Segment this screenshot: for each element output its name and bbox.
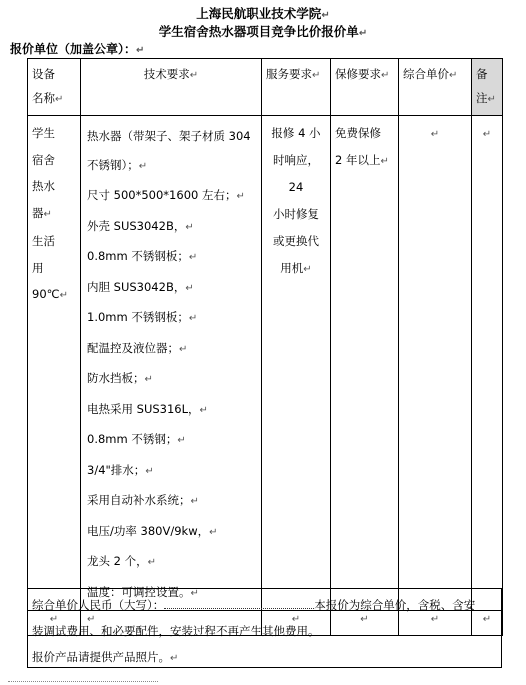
tech-line: 0.8mm 不锈钢板；↵ bbox=[87, 249, 198, 263]
footer-line-photo: 报价产品请提供产品照片。↵ bbox=[32, 650, 179, 664]
header-unit-price: 综合单价↵ bbox=[399, 59, 472, 116]
tech-line: 热水器（带架子、架子材质 304 bbox=[87, 129, 251, 143]
service-requirements-cell: 报修 4 小 时响应，24 小时修复 或更换代 用机↵ bbox=[262, 116, 331, 611]
header-remarks: 备 注↵ bbox=[472, 59, 503, 116]
tech-line: 龙头 2 个，↵ bbox=[87, 554, 157, 568]
quote-table bbox=[27, 58, 503, 636]
bottom-dotted-line bbox=[8, 681, 158, 682]
tech-line: 尺寸 500*500*1600 左右；↵ bbox=[87, 188, 245, 202]
header-service-requirements: 服务要求↵ bbox=[262, 59, 331, 116]
tech-line: 内胆 SUS3042B，↵ bbox=[87, 279, 194, 294]
footer-line-total-price: 综合单价人民币（大写）： 本报价为综合单价，含税、含安 bbox=[32, 598, 476, 612]
document-title: 上海民航职业技术学院↵ bbox=[196, 6, 330, 21]
amount-blank bbox=[164, 598, 314, 609]
tech-line: 温度：可调控设置。↵ bbox=[87, 584, 199, 599]
header-warranty-requirements: 保修要求↵ bbox=[331, 59, 399, 116]
header-equipment-name: 设备 名称↵ bbox=[28, 59, 81, 116]
tech-line: 防水挡板；↵ bbox=[87, 371, 153, 385]
tech-line: 采用自动补水系统；↵ bbox=[87, 493, 199, 507]
tech-line: 电压/功率 380V/9kw，↵ bbox=[87, 523, 218, 538]
tech-line: 配温控及液位器；↵ bbox=[87, 340, 188, 355]
equipment-name-cell: 学生 宿舍 热水 器↵ 生活 用 90℃↵ bbox=[28, 116, 81, 611]
tech-line: 电热采用 SUS316L，↵ bbox=[87, 401, 208, 416]
warranty-requirements-cell: 免费保修 2 年以上↵ bbox=[331, 116, 399, 611]
footer-line-costs: 装调试费用、和必要配件，安装过程不再产生其他费用。 bbox=[32, 624, 320, 638]
unit-price-cell: ↵ bbox=[399, 116, 472, 611]
document-subtitle: 学生宿舍热水器项目竞争比价报价单↵ bbox=[158, 24, 368, 39]
tech-line: 不锈钢）；↵ bbox=[87, 157, 148, 172]
empty-row: ↵ ↵ ↵ ↵ ↵ ↵ bbox=[28, 611, 503, 636]
remarks-cell: ↵ bbox=[472, 116, 503, 611]
footer-note-box bbox=[27, 588, 502, 668]
tech-line: 3/4"排水；↵ bbox=[87, 462, 154, 477]
header-technical-requirements: 技术要求↵ bbox=[81, 59, 262, 116]
tech-line: 外壳 SUS3042B，↵ bbox=[87, 218, 194, 233]
technical-requirements-cell bbox=[81, 116, 262, 611]
quote-unit-label: 报价单位（加盖公章）：↵ bbox=[10, 42, 145, 56]
tech-line: 0.8mm 不锈钢；↵ bbox=[87, 432, 186, 446]
item-row bbox=[28, 116, 503, 611]
header-row bbox=[28, 59, 503, 116]
tech-line: 1.0mm 不锈钢板；↵ bbox=[87, 310, 198, 324]
